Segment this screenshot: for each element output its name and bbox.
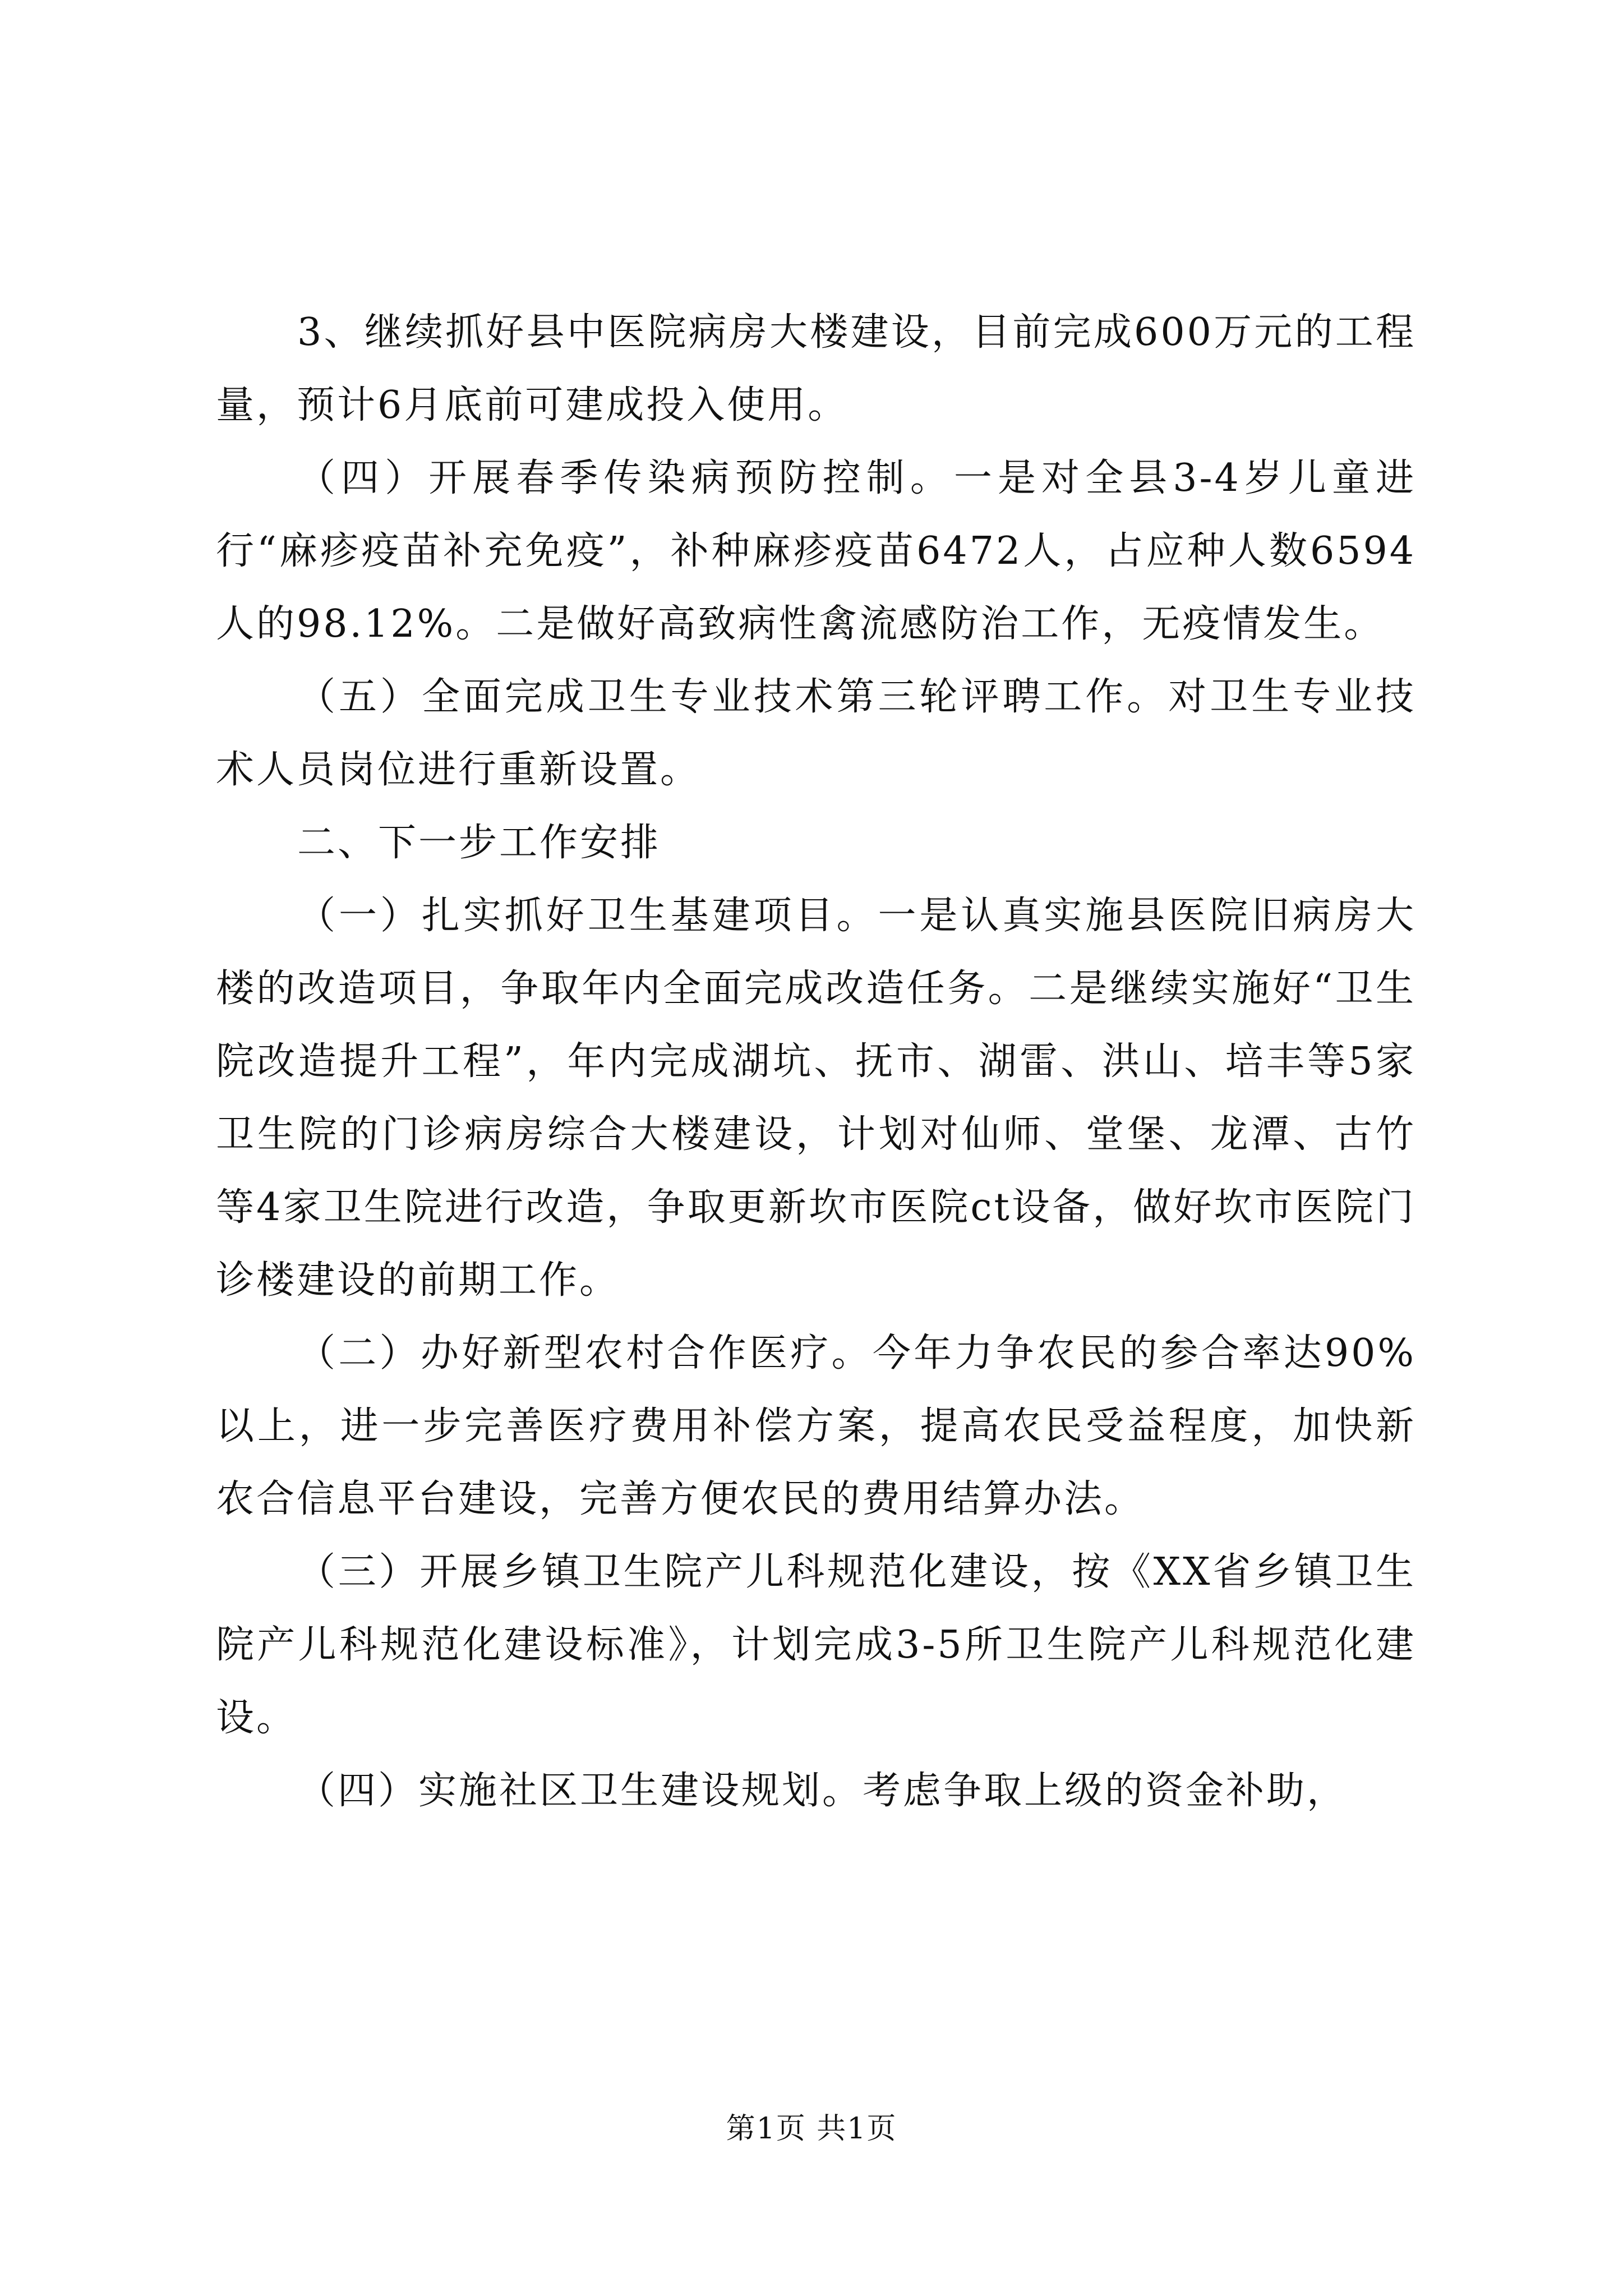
- paragraph-professional-evaluation: （五）全面完成卫生专业技术第三轮评聘工作。对卫生专业技术人员岗位进行重新设置。: [216, 675, 1416, 792]
- document-body: [216, 296, 1416, 1828]
- paragraph-infrastructure-projects: （一）扎实抓好卫生基建项目。一是认真实施县医院旧病房大楼的改造项目，争取年内全面完成改造任务。二是继续实施好“卫生院改造提升工程”，年内完成湖坑、抚市、湖雷、洪山、培丰等5家卫生院的门诊病房综合大楼建设，计划对仙师、堂堡、龙潭、古竹等4家卫生院进行改造，争取更新坎市医院ct设备，做好坎市医院门诊楼建设的前期工作。: [216, 894, 1416, 1303]
- paragraph-tcm-hospital-construction: 3、继续抓好县中医院病房大楼建设，目前完成600万元的工程量，预计6月底前可建成投入使用。: [216, 310, 1416, 427]
- section-heading-next-steps: 二、下一步工作安排: [297, 821, 661, 865]
- paragraph-spring-disease-prevention: （四）开展春季传染病预防控制。一是对全县3-4岁儿童进行“麻疹疫苗补充免疫”，补种麻疹疫苗6472人，占应种人数6594人的98.12%。二是做好高致病性禽流感防治工作，无疫情发生。: [216, 456, 1416, 646]
- paragraph-obstetrics-pediatrics: （三）开展乡镇卫生院产儿科规范化建设，按《XX省乡镇卫生院产儿科规范化建设标准》，计划完成3-5所卫生院产儿科规范化建设。: [216, 1550, 1416, 1740]
- page-footer: 第1页 共1页: [726, 2112, 897, 2146]
- paragraph-community-health-plan: （四）实施社区卫生建设规划。考虑争取上级的资金补助，: [297, 1769, 1348, 1813]
- paragraph-rural-cooperative-medical: （二）办好新型农村合作医疗。今年力争农民的参合率达90%以上，进一步完善医疗费用补偿方案，提高农民受益程度，加快新农合信息平台建设，完善方便农民的费用结算办法。: [216, 1331, 1416, 1521]
